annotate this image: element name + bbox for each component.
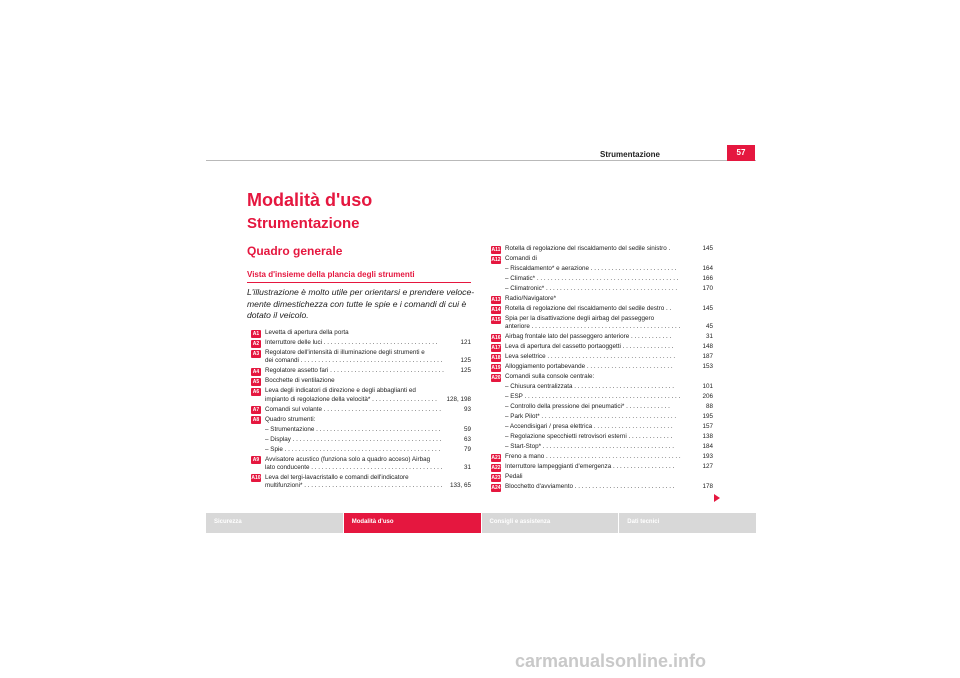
legend-item-text: Leva selettrice . . . . . . . . . . . . . . . . . . . . . . . . . . . . . . . . . . . . .: [505, 353, 676, 361]
callout-badge: A11: [491, 246, 501, 253]
legend-item-page: 138: [702, 433, 713, 441]
callout-badge: A10: [251, 475, 261, 482]
legend-item-page: 79: [463, 445, 471, 453]
legend-item-text: – Climatronic* . . . . . . . . . . . . . . . . . . . . . . . . . . . . . . . . . . . . . .: [505, 285, 678, 292]
footer-tab-modalita-uso[interactable]: Modalità d'uso: [344, 513, 481, 533]
legend-item-text: – Spie . . . . . . . . . . . . . . . . . . . . . . . . . . . . . . . . . . . . . . . . . . . . .: [265, 445, 441, 453]
legend-item-text: Regolatore dell'intensità di illuminazione degli strumenti e: [265, 349, 425, 356]
legend-item-text: – ESP . . . . . . . . . . . . . . . . . . . . . . . . . . . . . . . . . . . . . . . . . . . . .: [505, 393, 681, 401]
legend-item-text: anteriore . . . . . . . . . . . . . . . . . . . . . . . . . . . . . . . . . . . . . . . . . . .: [505, 323, 681, 331]
callout-badge: A19: [491, 364, 501, 371]
legend-item-text: Airbag frontale lato del passeggero anteriore . . . . . . . . . . . .: [505, 333, 672, 341]
intro-text: [247, 287, 475, 322]
legend-item-text: Bocchette di ventilazione: [265, 377, 335, 385]
legend-item-text: – Regolazione specchietti retrovisori esterni . . . . . . . . . . . . .: [505, 433, 673, 441]
legend-item-page: 153: [702, 363, 713, 371]
legend-item-page: 63: [463, 435, 471, 443]
legend-item-page: 164: [702, 265, 713, 272]
callout-badge: A21: [491, 454, 501, 461]
legend-item-page: 125: [460, 367, 471, 375]
callout-badge: A22: [491, 464, 501, 471]
running-header: Strumentazione: [600, 150, 661, 159]
callout-badge: A15: [491, 316, 501, 323]
callout-badge: A1: [252, 330, 260, 337]
legend-item-text: – Strumentazione . . . . . . . . . . . . . . . . . . . . . . . . . . . . . . . . . . . .: [265, 425, 441, 433]
callout-badge: A3: [252, 350, 260, 357]
legend-item-page: 101: [702, 383, 713, 391]
watermark: carmanualsonline.info: [515, 651, 707, 671]
callout-badge: A8: [252, 417, 260, 424]
legend-item-page: 93: [463, 405, 471, 413]
legend-item-text: Avvisatore acustico (funziona solo a quadro acceso) Airbag: [265, 455, 431, 463]
legend-item-page: 187: [702, 353, 713, 361]
continue-arrow-icon: [714, 494, 720, 502]
page-number: 57: [727, 145, 755, 161]
legend-item-page: 206: [702, 393, 713, 401]
legend-item-text: Blocchetto d'avviamento . . . . . . . . . . . . . . . . . . . . . . . . . . . . .: [505, 483, 675, 491]
legend-item-page: 166: [702, 275, 713, 282]
footer-tab-consigli[interactable]: Consigli e assistenza: [482, 513, 619, 533]
intro-line: dotato il veicolo.: [247, 310, 309, 320]
legend-item-text: – Park Pilot* . . . . . . . . . . . . . . . . . . . . . . . . . . . . . . . . . . . . . . .: [505, 413, 677, 421]
callout-badge: A7: [252, 407, 260, 414]
heading: Quadro generale: [247, 244, 343, 258]
legend-item-text: Interruttore delle luci . . . . . . . . . . . . . . . . . . . . . . . . . . . . . . . . .: [265, 339, 438, 346]
callout-badge: A9: [252, 457, 260, 464]
legend-item-text: dei comandi . . . . . . . . . . . . . . . . . . . . . . . . . . . . . . . . . . . . . . . . .: [265, 357, 443, 365]
legend-item-text: Pedali: [505, 473, 523, 481]
legend-item-text: Interruttore lampeggianti d'emergenza . . . . . . . . . . . . . . . . . .: [505, 463, 675, 471]
legend-item-text: Leva degli indicatori di direzione e degli abbaglianti ed: [265, 387, 416, 395]
callout-badge: A13: [491, 296, 501, 303]
legend-item-page: 193: [702, 453, 713, 461]
legend-item-text: Radio/Navigatore*: [505, 295, 557, 302]
section-rule: [247, 282, 471, 283]
legend-item-page: 31: [463, 464, 471, 471]
legend-item-text: – Controllo della pressione dei pneumatici* . . . . . . . . . . . . .: [505, 403, 670, 411]
legend-item-page: 157: [702, 423, 713, 431]
legend-item-text: Rotella di regolazione del riscaldamento del sedile sinistro .: [505, 245, 671, 252]
legend-item-text: Freno a mano . . . . . . . . . . . . . . . . . . . . . . . . . . . . . . . . . . . . . . .: [505, 453, 681, 461]
legend-item-text: – Accendisigari / presa elettrica . . . . . . . . . . . . . . . . . . . . . . .: [505, 423, 673, 431]
legend-item-text: – Riscaldamento* e aerazione . . . . . . . . . . . . . . . . . . . . . . . . .: [505, 265, 677, 272]
legend-item-page: 195: [702, 413, 713, 421]
legend-item-text: – Start-Stop* . . . . . . . . . . . . . . . . . . . . . . . . . . . . . . . . . . . . . .: [505, 443, 675, 451]
legend-item-page: 121: [460, 339, 471, 346]
intro-line: mente dimestichezza con tutte le spie e i comandi di cui è: [247, 298, 467, 309]
legend-item-text: Spia per la disattivazione degli airbag del passeggero: [505, 315, 655, 322]
callout-badge: A4: [252, 368, 260, 375]
callout-badge: A6: [252, 388, 260, 395]
legend-item-page: 45: [705, 323, 713, 331]
legend-item-text: Regolatore assetto fari . . . . . . . . . . . . . . . . . . . . . . . . . . . . . . . . .: [265, 367, 444, 375]
legend-item-text: Quadro strumenti:: [265, 415, 316, 423]
legend-item-text: Levetta di apertura della porta: [265, 329, 349, 336]
callout-badge: A17: [491, 344, 501, 351]
footer-tab-sicurezza[interactable]: Sicurezza: [206, 513, 343, 533]
callout-badge: A14: [491, 306, 501, 313]
legend-item-text: Leva di apertura del cassetto portaoggetti . . . . . . . . . . . . . . .: [505, 343, 674, 351]
subtitle: Strumentazione: [247, 215, 360, 232]
legend-item-page: 31: [705, 333, 713, 341]
legend-item-page: 125: [460, 357, 471, 365]
legend-item-text: Comandi sul volante . . . . . . . . . . . . . . . . . . . . . . . . . . . . . . . . . .: [265, 405, 442, 413]
legend-item-text: Comandi sulla console centrale:: [505, 373, 595, 381]
callout-badge: A18: [491, 354, 501, 361]
callout-badge: A5: [252, 378, 260, 385]
legend-item-page: 88: [705, 403, 713, 411]
intro-line: L'illustrazione è molto utile per orientarsi e prendere veloce-: [247, 287, 475, 297]
legend-item-page: 128, 198: [446, 395, 471, 403]
legend-item-text: – Chiusura centralizzata . . . . . . . . . . . . . . . . . . . . . . . . . . . . .: [505, 383, 675, 391]
legend-item-page: 178: [702, 483, 713, 491]
callout-badge: A2: [252, 340, 260, 347]
legend-item-page: 133, 65: [449, 482, 471, 490]
section-title: Vista d'insieme della plancia degli strumenti: [247, 270, 415, 279]
footer-nav: [206, 513, 756, 533]
legend-item-text: multifunzioni* . . . . . . . . . . . . . . . . . . . . . . . . . . . . . . . . . . . . . . . .: [265, 482, 443, 490]
legend-item-text: – Display . . . . . . . . . . . . . . . . . . . . . . . . . . . . . . . . . . . . . . . . . . .: [265, 435, 442, 443]
legend-item-page: 127: [702, 463, 713, 471]
footer-tab-dati-tecnici[interactable]: Dati tecnici: [619, 513, 756, 533]
legend-item-text: Leva del tergi-lavacristallo e comandi dell'indicatore: [265, 473, 409, 481]
legend-item-page: 59: [463, 425, 471, 433]
legend-item-page: 170: [702, 285, 713, 292]
main-title: Modalità d'uso: [247, 190, 373, 210]
legend-item-page: 145: [702, 305, 713, 312]
callout-badge: A12: [491, 256, 501, 263]
legend-item-page: 148: [702, 343, 713, 351]
legend-item-page: 145: [702, 245, 713, 252]
callout-badge: A16: [491, 334, 501, 341]
legend-item-text: impianto di regolazione della velocità* . . . . . . . . . . . . . . . . . . .: [265, 395, 437, 403]
callout-badge: A24: [491, 484, 501, 491]
callout-badge: A20: [491, 374, 501, 381]
legend-item-page: 184: [702, 443, 713, 451]
legend-item-text: – Climatic* . . . . . . . . . . . . . . . . . . . . . . . . . . . . . . . . . . . . . . . . .: [505, 275, 679, 282]
header-rule: [206, 160, 756, 161]
callout-badge: A23: [491, 474, 501, 481]
legend-item-text: Rotella di regolazione del riscaldamento del sedile destro . .: [505, 305, 672, 312]
legend-item-text: Comandi di: [505, 255, 537, 262]
legend-item-text: Alloggiamento portabevande . . . . . . . . . . . . . . . . . . . . . . . . .: [505, 363, 673, 371]
legend-item-text: lato conducente . . . . . . . . . . . . . . . . . . . . . . . . . . . . . . . . . . . . . .: [265, 464, 443, 471]
